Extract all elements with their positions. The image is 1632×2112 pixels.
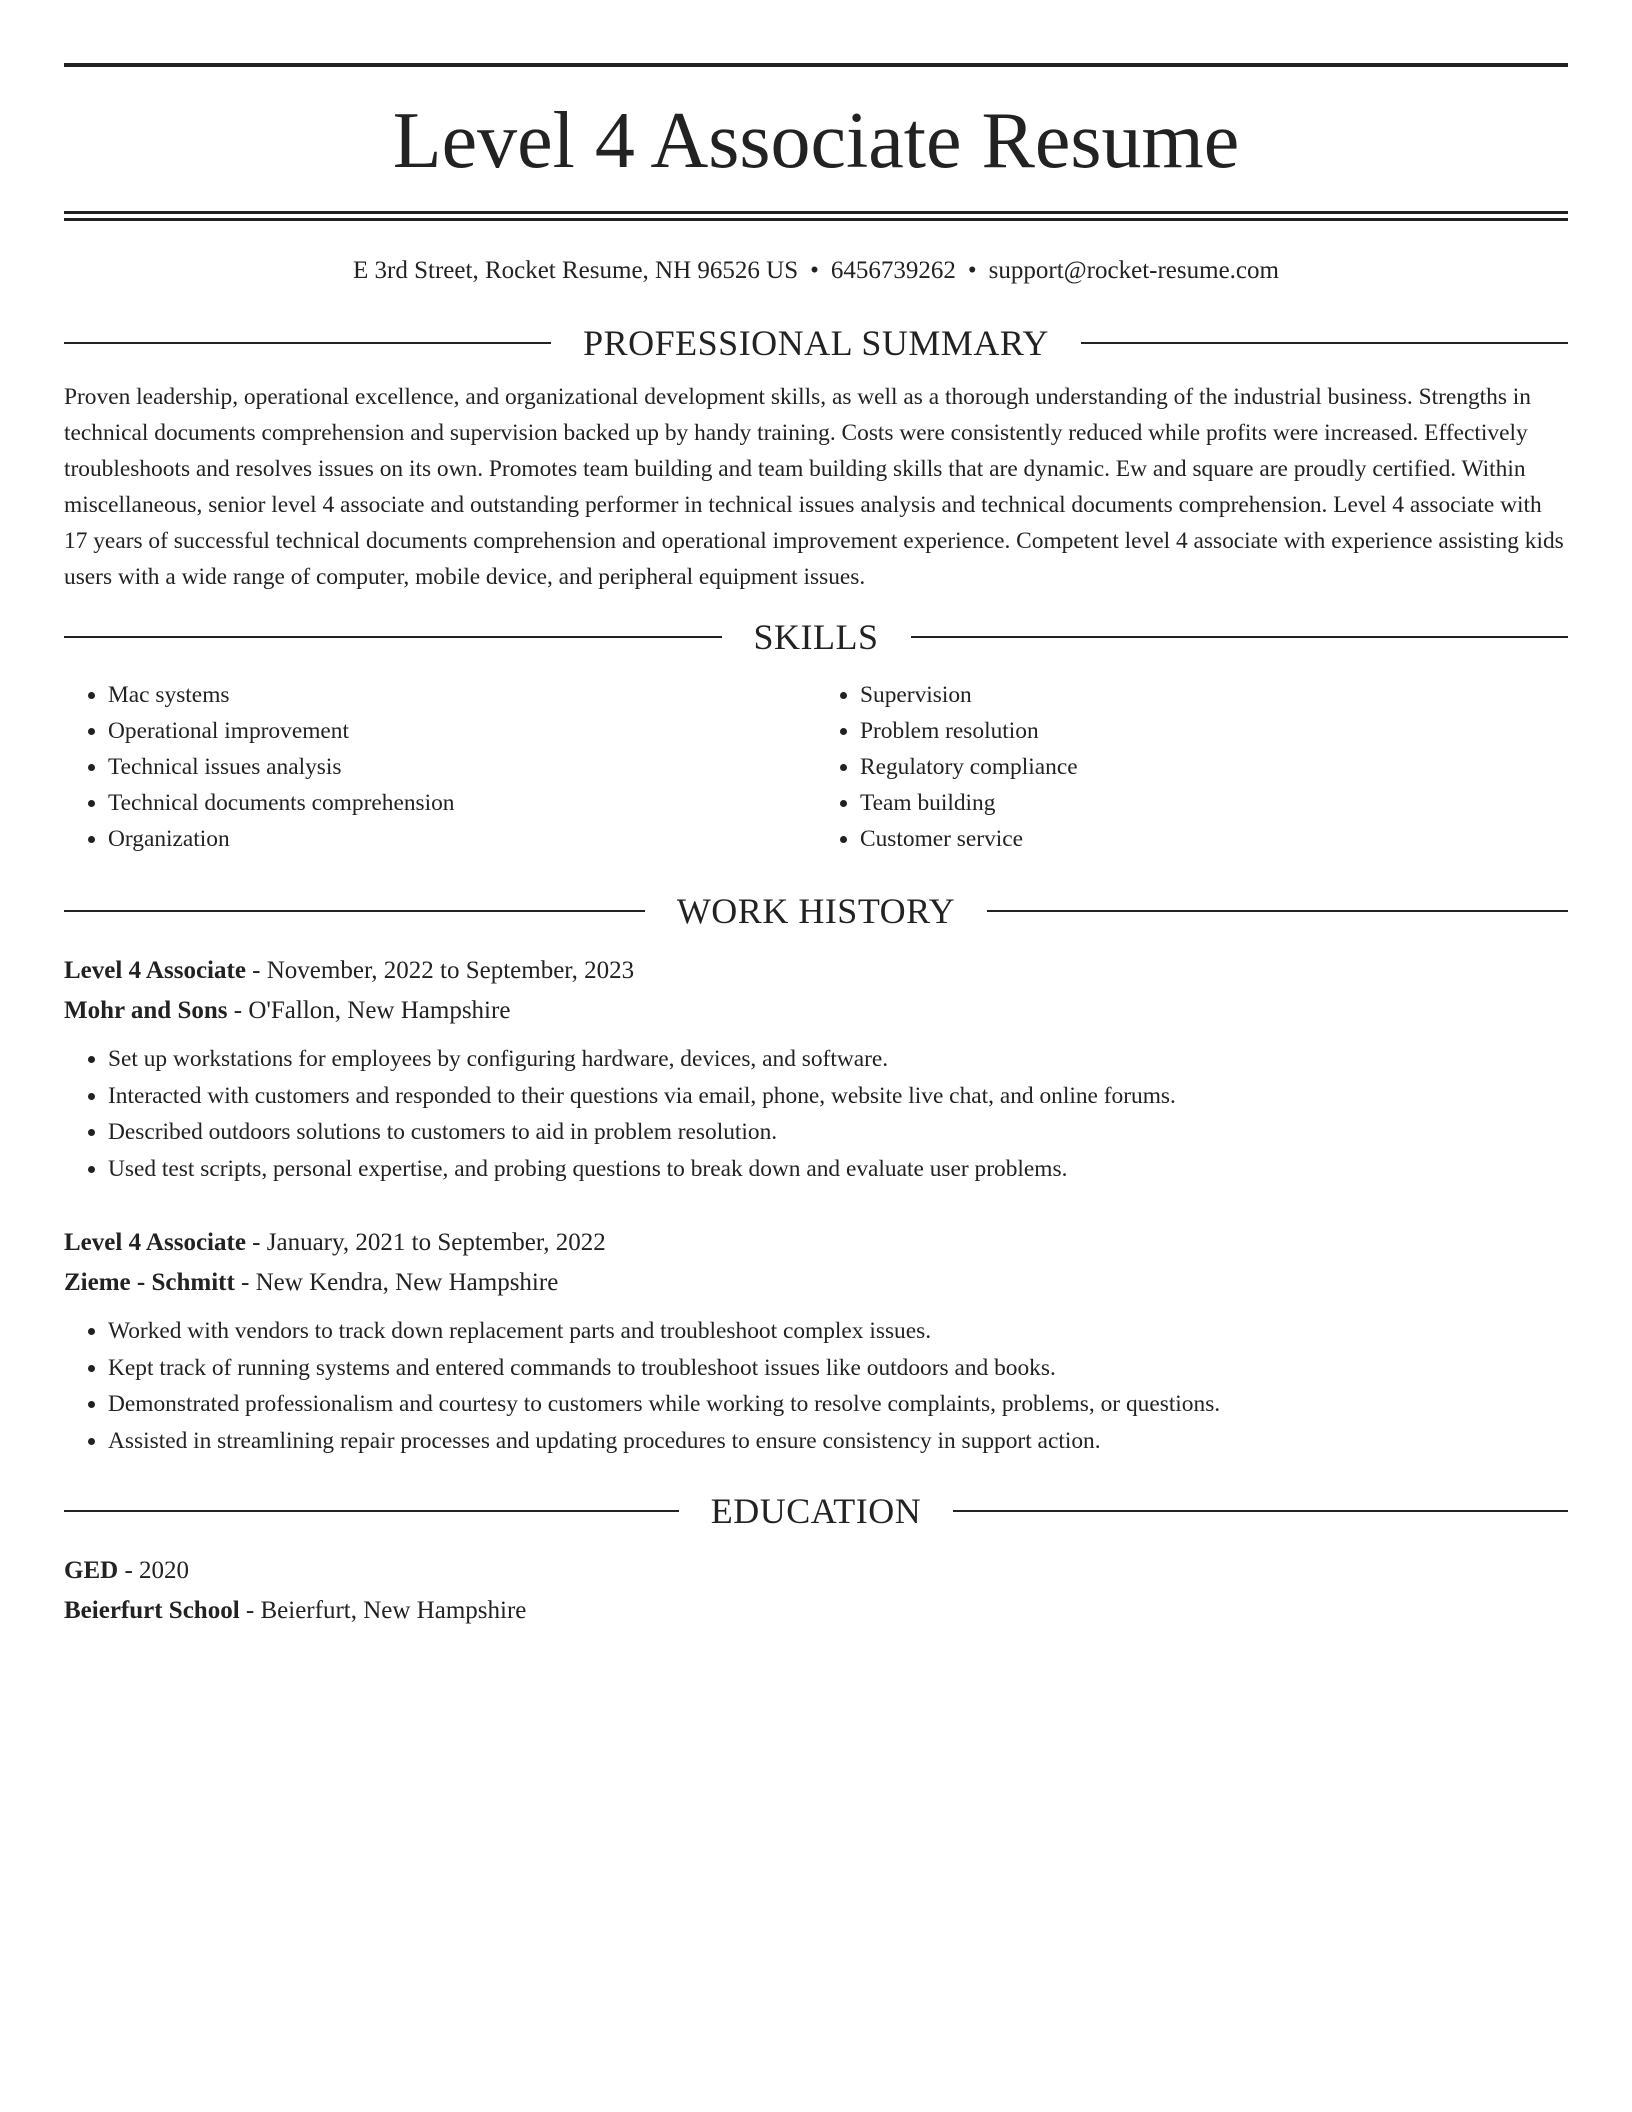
education-year: - 2020: [118, 1557, 190, 1584]
section-title: EDUCATION: [710, 1491, 922, 1531]
job-bullet: • Set up workstations for employees by configuring hardware, devices, and software.: [108, 1041, 1568, 1078]
job-title-line: [64, 951, 1568, 991]
job-bullet: • Interacted with customers and responded to their questions via email, phone, website live chat, and online forums.: [108, 1078, 1568, 1115]
heading-rule: [987, 910, 1568, 912]
section-title: SKILLS: [753, 617, 879, 657]
education-degree-line: [64, 1551, 1568, 1591]
resume-content: [64, 63, 1568, 1631]
contact-separator: •: [967, 257, 977, 284]
skill-item: • Supervision: [860, 677, 1568, 713]
heading-rule: [64, 910, 645, 912]
skills-column-right: [816, 677, 1568, 857]
skills-list: [64, 677, 1568, 857]
top-rule: [64, 63, 1568, 67]
job-location: - O'Fallon, New Hampshire: [227, 997, 511, 1024]
skill-item: • Technical issues analysis: [108, 749, 816, 785]
job-title-line: [64, 1223, 1568, 1263]
skill-item: • Mac systems: [108, 677, 816, 713]
education-degree: GED: [64, 1557, 119, 1584]
summary-section-heading: [64, 325, 1568, 361]
heading-rule: [911, 636, 1569, 638]
job-title: Level 4 Associate: [64, 1229, 246, 1256]
heading-rule: [64, 1510, 679, 1512]
job-bullets: [64, 1313, 1568, 1459]
contact-email: support@rocket-resume.com: [988, 257, 1279, 284]
heading-rule: [64, 636, 722, 638]
education-location: - Beierfurt, New Hampshire: [239, 1597, 527, 1624]
education-entry: [64, 1551, 1568, 1631]
summary-text: Proven leadership, operational excellence, and organizational development skills, as well as a thorough understanding of the industrial business. Strengths in technical documents comprehension and supervision backed up by handy training. Costs were consistently reduced while profits were increased. Effectively troubleshoots and resolves issues on its own. Promotes team building and team building skills that are dynamic. Ew and square are proudly certified. Within miscellaneous, senior level 4 associate and outstanding performer in technical issues analysis and technical documents comprehension. Level 4 associate with 17 years of successful technical documents comprehension and operational improvement experience. Competent level 4 associate with experience assisting kids users with a wide range of computer, mobile device, and peripheral equipment issues.: [64, 384, 1564, 590]
job-company-line: [64, 1263, 1568, 1303]
heading-rule: [953, 1510, 1568, 1512]
resume-title: Level 4 Associate Resume: [392, 97, 1240, 185]
job-company-line: [64, 991, 1568, 1031]
skill-item: • Problem resolution: [860, 713, 1568, 749]
education-school: Beierfurt School: [64, 1597, 240, 1624]
education-school-line: [64, 1591, 1568, 1631]
skill-item: • Organization: [108, 821, 816, 857]
skills-column-left: [64, 677, 816, 857]
skill-item: • Regulatory compliance: [860, 749, 1568, 785]
heading-rule: [1081, 342, 1568, 344]
contact-phone: 6456739262: [830, 257, 956, 284]
job-dates: - January, 2021 to September, 2022: [245, 1229, 606, 1256]
skill-item: • Team building: [860, 785, 1568, 821]
section-title: PROFESSIONAL SUMMARY: [583, 323, 1049, 363]
skills-section-heading: [64, 619, 1568, 655]
job-bullet: • Used test scripts, personal expertise, and probing questions to break down and evaluate user problems.: [108, 1151, 1568, 1188]
job-bullet: • Described outdoors solutions to customers to aid in problem resolution.: [108, 1114, 1568, 1151]
job-company: Mohr and Sons: [64, 997, 228, 1024]
job-company: Zieme - Schmitt: [64, 1269, 235, 1296]
job-entry: [64, 1223, 1568, 1459]
skill-item: • Technical documents comprehension: [108, 785, 816, 821]
work-section-heading: [64, 893, 1568, 929]
education-section-heading: [64, 1493, 1568, 1529]
job-bullet: • Worked with vendors to track down replacement parts and troubleshoot complex issues.: [108, 1313, 1568, 1350]
job-entry: [64, 951, 1568, 1187]
job-title: Level 4 Associate: [64, 957, 246, 984]
contact-line: [64, 257, 1568, 285]
job-location: - New Kendra, New Hampshire: [234, 1269, 559, 1296]
job-bullet: • Assisted in streamlining repair processes and updating procedures to ensure consistency in support action.: [108, 1423, 1568, 1460]
skill-item: • Operational improvement: [108, 713, 816, 749]
title-double-rule: [64, 211, 1568, 221]
job-bullet: • Kept track of running systems and entered commands to troubleshoot issues like outdoors and books.: [108, 1350, 1568, 1387]
contact-separator: •: [810, 257, 819, 284]
section-title: WORK HISTORY: [676, 891, 956, 931]
job-bullet: • Demonstrated professionalism and courtesy to customers while working to resolve complaints, problems, or questions.: [108, 1386, 1568, 1423]
skill-item: • Customer service: [860, 821, 1568, 857]
job-bullets: [64, 1041, 1568, 1187]
heading-rule: [64, 342, 551, 344]
job-dates: - November, 2022 to September, 2023: [245, 957, 635, 984]
contact-address: E 3rd Street, Rocket Resume, NH 96526 US: [353, 257, 799, 284]
